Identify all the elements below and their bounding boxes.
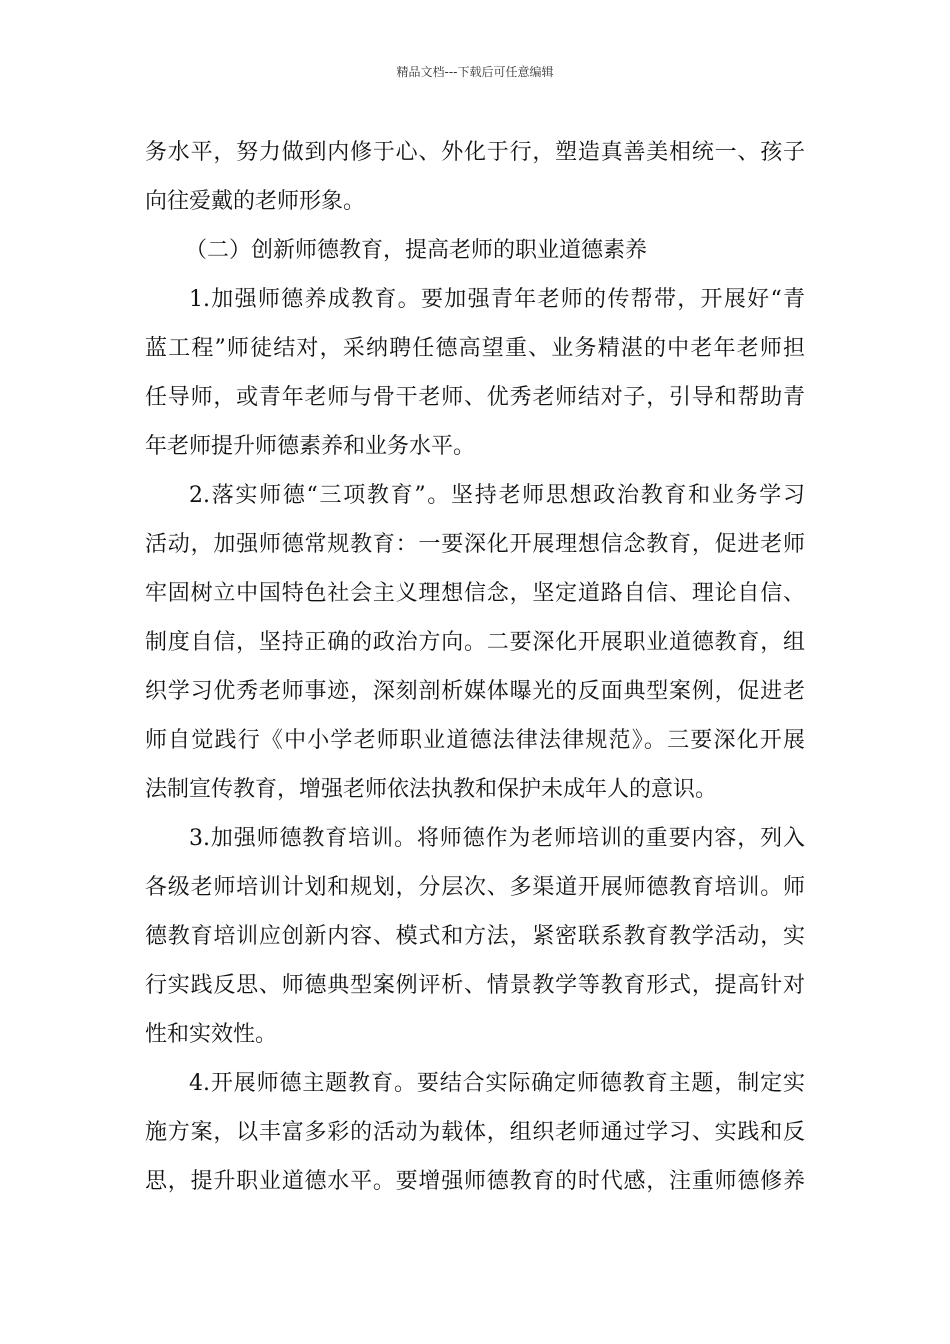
text-line: 德教育培训应创新内容、模式和方法，紧密联系教育教学活动，实 [145, 924, 805, 949]
text-line: 务水平，努力做到内修于心、外化于行，塑造真善美相统一、孩子 [145, 140, 805, 165]
text-line: 年老师提升师德素养和业务水平。 [145, 434, 476, 459]
text-line: 织学习优秀老师事迹，深刻剖析媒体曝光的反面典型案例，促进老 [145, 679, 805, 704]
text-line: 行实践反思、师德典型案例评析、情景教学等教育形式，提高针对 [145, 973, 805, 998]
text-line: 活动，加强师德常规教育：一要深化开展理想信念教育，促进老师 [145, 532, 805, 557]
text-line: 任导师，或青年老师与骨干老师、优秀老师结对子，引导和帮助青 [145, 385, 805, 410]
text-line: 牢固树立中国特色社会主义理想信念，坚定道路自信、理论自信、 [145, 581, 805, 606]
text-line: 施方案，以丰富多彩的活动为载体，组织老师通过学习、实践和反 [145, 1120, 805, 1145]
paragraph-first-line: 1.加强师德养成教育。要加强青年老师的传帮带，开展好“青 [189, 287, 805, 312]
document-body [145, 128, 805, 1206]
text-line: 蓝工程”师徒结对，采纳聘任德高望重、业务精湛的中老年老师担 [145, 336, 805, 361]
text-line: 制度自信，坚持正确的政治方向。二要深化开展职业道德教育，组 [145, 630, 805, 655]
text-line: 思，提升职业道德水平。要增强师德教育的时代感，注重师德修养 [145, 1169, 805, 1194]
page-header: 精品文档---下载后可任意编辑 [396, 65, 554, 79]
text-line: 性和实效性。 [145, 1022, 278, 1047]
text-line: 师自觉践行《中小学老师职业道德法律法律规范》。三要深化开展 [145, 728, 805, 753]
text-line: 向往爱戴的老师形象。 [145, 189, 366, 214]
paragraph-first-line: 2.落实师德“三项教育”。坚持老师思想政治教育和业务学习 [189, 483, 805, 508]
text-line: 法制宣传教育，增强老师依法执教和保护未成年人的意识。 [145, 777, 718, 802]
section-heading: （二）创新师德教育，提高老师的职业道德素养 [185, 238, 648, 263]
paragraph-first-line: 3.加强师德教育培训。将师德作为老师培训的重要内容，列入 [189, 826, 805, 851]
text-line: 各级老师培训计划和规划，分层次、多渠道开展师德教育培训。师 [145, 875, 805, 900]
paragraph-first-line: 4.开展师德主题教育。要结合实际确定师德教育主题，制定实 [189, 1071, 805, 1096]
